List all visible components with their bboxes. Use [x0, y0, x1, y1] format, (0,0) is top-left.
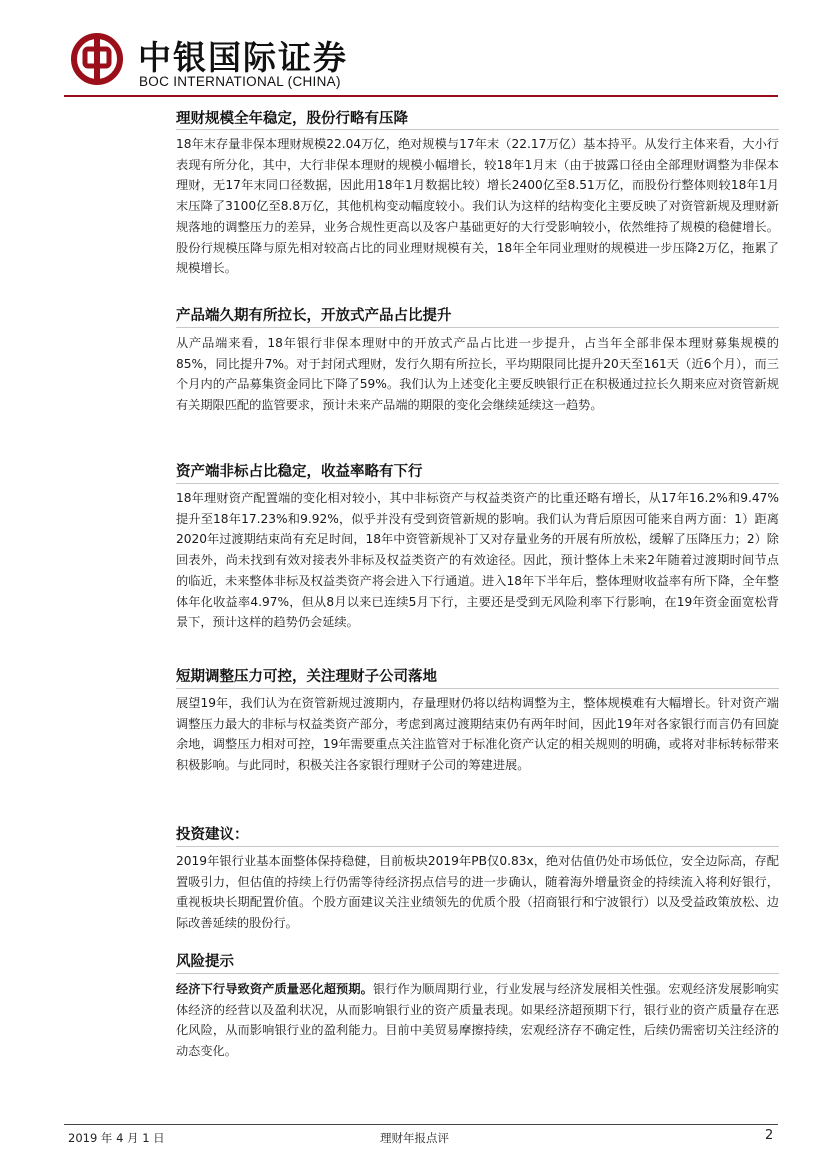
section-divider	[176, 327, 779, 328]
risk-body: 银行作为顺周期行业，行业发展与经济发展相关性强。宏观经济发展影响实体经济的经营以及盈利状况，从而影响银行业的资产质量表现。如果经济超预期下行，银行业的资产质量存在恶化风险，从而影响银行业的盈利能力。目前中美贸易摩擦持续，宏观经济存不确定性，后续仍需密切关注经济的动态变化。	[176, 982, 779, 1059]
page-number: 2	[765, 1128, 774, 1143]
footer-date: 2019 年 4 月 1 日	[68, 1131, 165, 1145]
section-divider	[176, 688, 779, 689]
footer-title: 理财年报点评	[380, 1131, 449, 1145]
boc-logo-icon	[70, 32, 124, 86]
section-paragraph	[176, 979, 779, 1062]
page-header	[64, 26, 778, 96]
section-paragraph: 2019年银行业基本面整体保持稳健，目前板块2019年PB仅0.83x，绝对估值仍处市场低位，安全边际高，存配置吸引力，但估值的持续上行仍需等待经济拐点信号的进一步确认，随着海外增量资金的持续流入将利好银行，重视板块长期配置价值。个股方面建议关注业绩领先的优质个股（招商银行和宁波银行）以及受益政策放松、边际改善延续的股份行。	[176, 854, 779, 931]
section-divider	[176, 846, 779, 847]
risk-lead: 经济下行导致资产质量恶化超预期。	[176, 982, 373, 996]
section-heading: 投资建议：	[176, 826, 249, 843]
section-paragraph: 18年末存量非保本理财规模22.04万亿，绝对规模与17年末（22.17万亿）基本持平。从发行主体来看，大小行表现有所分化，其中，大行非保本理财的规模小幅增长，较18年1月末（由于披露口径由全部理财调整为非保本理财，无17年末同口径数据，因此用18年1月数据比较）增长2400亿至8.51万亿，而股份行整体则较18年1月末压降了3100亿至8.8万亿，其他机构变动幅度较小。我们认为这样的结构变化主要反映了对资管新规及理财新规落地的调整压力的差异，业务合规性更高以及客户基础更好的大行受影响较小，依然维持了规模的稳健增长。股份行规模压降与原先相对较高占比的同业理财规模有关，18年全年同业理财的规模进一步压降2万亿，拖累了规模增长。	[176, 137, 779, 276]
brand-name-en: BOC INTERNATIONAL (CHINA)	[139, 74, 341, 89]
section-divider	[176, 483, 779, 484]
section-heading: 产品端久期有所拉长，开放式产品占比提升	[176, 307, 452, 324]
header-divider	[64, 95, 778, 97]
section-divider	[176, 973, 779, 974]
section-heading: 短期调整压力可控，关注理财子公司落地	[176, 668, 437, 685]
section-heading: 资产端非标占比稳定，收益率略有下行	[176, 463, 423, 480]
section-paragraph: 展望19年，我们认为在资管新规过渡期内，存量理财仍将以结构调整为主，整体规模难有大幅增长。针对资产端调整压力最大的非标与权益类资产部分，考虑到离过渡期结束仍有两年时间，因此19年对各家银行而言仍有回旋余地，调整压力相对可控，19年需要重点关注监管对于标准化资产认定的相关规则的明确，或将对非标转标带来积极影响。与此同时，积极关注各家银行理财子公司的筹建进展。	[176, 696, 779, 773]
section-heading: 理财规模全年稳定，股份行略有压降	[176, 110, 408, 127]
section-divider	[176, 129, 779, 130]
brand-name-cn: 中银国际证券	[138, 38, 348, 77]
section-paragraph: 18年理财资产配置端的变化相对较小，其中非标资产与权益类资产的比重还略有增长，从17年16.2%和9.47%提升至18年17.23%和9.92%，似乎并没有受到资管新规的影响。我们认为背后原因可能来自两方面：1）距离2020年过渡期结束尚有充足时间，18年中资管新规补丁又对存量业务的开展有所放松，缓解了压降压力；2）除回表外，尚未找到有效对接表外非标及权益类资产的有效途径。因此，预计整体上未来2年随着过渡期时间节点的临近，未来整体非标及权益类资产将会进入下行通道。进入18年下半年后，整体理财收益率有所下降，全年整体年化收益率4.97%，但从8月以来已连续5月下行，主要还是受到无风险利率下行影响，在19年资金面宽松背景下，预计这样的趋势仍会延续。	[176, 491, 779, 630]
section-paragraph: 从产品端来看，18年银行非保本理财中的开放式产品占比进一步提升，占当年全部非保本理财募集规模的85%，同比提升7%。对于封闭式理财，发行久期有所拉长，平均期限同比提升20天至161天（近6个月），而三个月内的产品募集资金同比下降了59%。我们认为上述变化主要反映银行正在积极通过拉长久期来应对资管新规有关期限匹配的监管要求，预计未来产品端的期限的变化会继续延续这一趋势。	[176, 336, 779, 413]
section-heading: 风险提示	[176, 953, 234, 970]
footer-divider	[64, 1124, 778, 1125]
